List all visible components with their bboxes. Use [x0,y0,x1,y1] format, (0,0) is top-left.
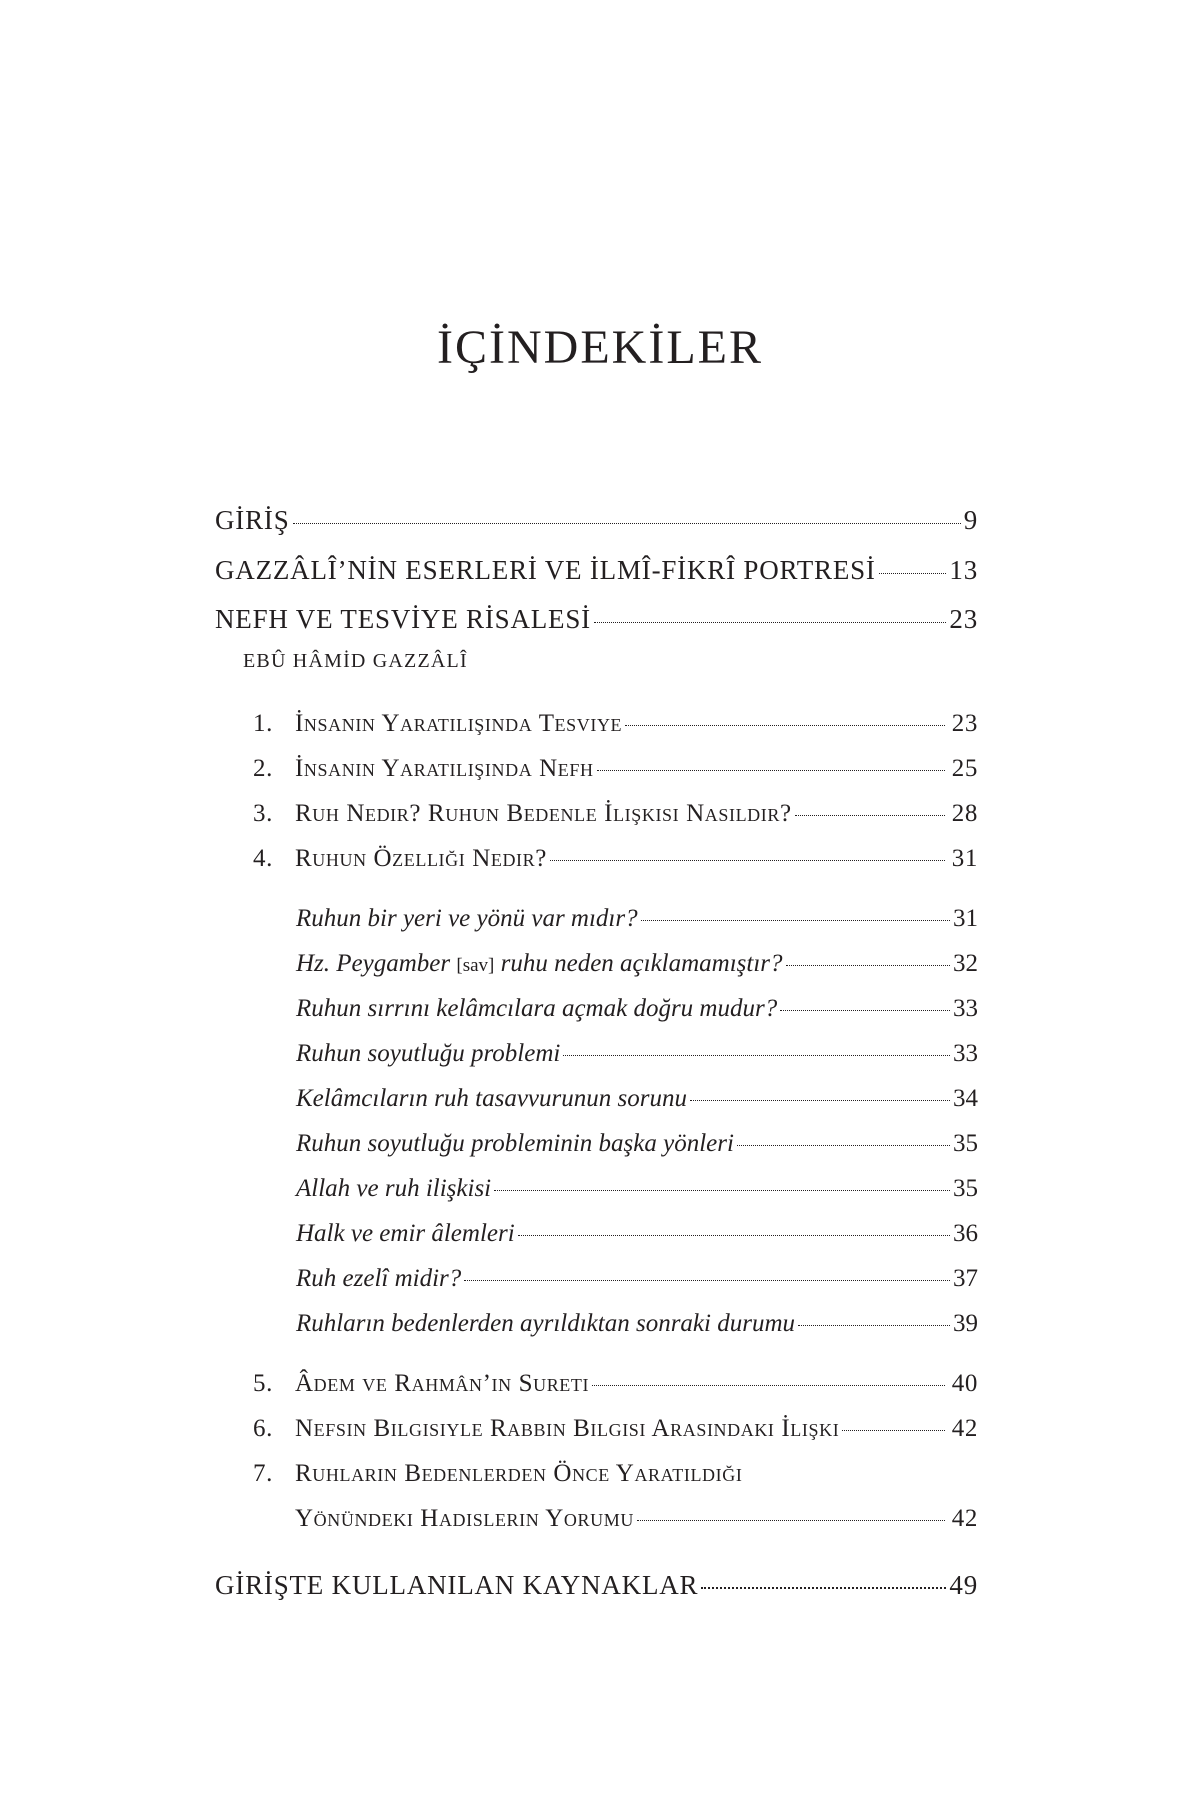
chapter-label: Ruhların Bedenlerden Önce Yaratıldığı [295,1460,743,1487]
dot-leader [737,1145,950,1146]
subsection-page: 34 [953,1085,978,1112]
chapter-page: 23 [951,710,978,737]
subsection-label: Ruh ezelî midir? [296,1265,462,1292]
dot-leader [701,1587,946,1589]
toc-entry-giris[interactable] [215,505,978,536]
subsection-label: Ruhun bir yeri ve yönü var mıdır? [296,905,638,932]
dot-leader [518,1235,950,1236]
toc-chapter-1[interactable] [253,710,978,738]
dot-leader [597,770,945,771]
chapter-number: 2. [253,755,273,782]
chapter-number: 3. [253,800,273,827]
dot-leader [550,860,945,861]
chapter-label: Âdem ve Rahmân’ın Sureti [295,1370,590,1397]
subsection-label-post: ruhu neden açıklamamıştır? [500,950,783,977]
subsection-label: Allah ve ruh ilişkisi [296,1175,492,1202]
toc-subsection[interactable] [296,1130,978,1158]
dot-leader [798,1325,950,1326]
chapter-page: 25 [951,755,978,782]
dot-leader [780,1010,950,1011]
toc-subsection[interactable] [296,1040,978,1068]
toc-subsection[interactable] [296,1175,978,1203]
chapter-page: 40 [951,1370,978,1397]
chapter-page: 42 [951,1505,978,1532]
subsection-label: Ruhun sırrını kelâmcılara açmak doğru mudur? [296,995,778,1022]
subsection-page: 33 [953,1040,978,1067]
dot-leader [494,1190,950,1191]
toc-entry-page: 23 [949,604,978,634]
toc-chapter-2[interactable] [253,755,978,783]
chapter-label: Ruhun Özelliği Nedir? [295,845,547,872]
toc-subsection[interactable] [296,1085,978,1113]
subsection-label: Halk ve emir âlemleri [296,1220,515,1247]
subsection-page: 32 [953,950,978,977]
subsection-label: Ruhun soyutluğu problemi [296,1040,561,1067]
subsection-label [296,950,783,978]
toc-chapter-3[interactable] [253,800,978,828]
dot-leader [592,1385,945,1386]
subsection-label-pre: Hz. Peygamber [296,950,451,977]
dot-leader [563,1055,950,1056]
toc-entry-label: NEFH VE TESVİYE RİSALESİ [215,604,591,634]
page-title: İÇİNDEKİLER [437,321,763,374]
subsection-label: Ruhun soyutluğu probleminin başka yönleri [296,1130,734,1157]
chapter-page: 28 [951,800,978,827]
chapter-label-continued: Yönündeki Hadislerin Yorumu [295,1505,634,1532]
dot-leader [594,622,946,623]
dot-leader [641,920,950,921]
toc-subsection[interactable] [296,1220,978,1248]
toc-entry-page: 49 [949,1570,978,1600]
toc-chapter-6[interactable] [253,1415,978,1443]
dot-leader [464,1280,950,1281]
toc-entry-page: 9 [963,505,978,535]
sav-tag: [sav] [456,955,495,976]
chapter-number: 5. [253,1370,273,1397]
toc-chapter-7[interactable] [253,1460,978,1488]
toc-subsection[interactable] [296,950,978,978]
dot-leader [842,1430,944,1431]
toc-subsection[interactable] [296,995,978,1023]
dot-leader [690,1100,950,1101]
chapter-number: 6. [253,1415,273,1442]
toc-subsection[interactable] [296,905,978,933]
toc-chapter-7-continued[interactable] [295,1505,978,1533]
toc-subsection[interactable] [296,1265,978,1293]
subsection-page: 35 [953,1175,978,1202]
subsection-page: 31 [953,905,978,932]
dot-leader [795,815,945,816]
author-name: EBÛ HÂMİD GAZZÂLÎ [243,650,468,672]
dot-leader [637,1520,945,1521]
subsection-label: Ruhların bedenlerden ayrıldıktan sonraki durumu [296,1310,796,1337]
subsection-page: 39 [953,1310,978,1337]
subsection-page: 35 [953,1130,978,1157]
chapter-number: 4. [253,845,273,872]
toc-entry-label: GAZZÂLÎ’NİN ESERLERİ VE İLMÎ-FİKRÎ PORTRESİ [215,555,876,585]
toc-chapter-4[interactable] [253,845,978,873]
toc-chapter-5[interactable] [253,1370,978,1398]
subsection-page: 36 [953,1220,978,1247]
subsection-page: 33 [953,995,978,1022]
chapter-number: 7. [253,1460,273,1487]
toc-entry-kaynaklar[interactable] [215,1570,978,1601]
toc-entry-label: GİRİŞ [215,505,290,535]
subsection-page: 37 [953,1265,978,1292]
chapter-number: 1. [253,710,273,737]
toc-subsection[interactable] [296,1310,978,1338]
dot-leader [879,573,947,574]
chapter-page: 42 [951,1415,978,1442]
chapter-label: İnsanın Yaratılışında Nefh [295,755,594,782]
chapter-page: 31 [951,845,978,872]
dot-leader [625,725,945,726]
subsection-label: Kelâmcıların ruh tasavvurunun sorunu [296,1085,687,1112]
chapter-label: Nefsin Bilgisiyle Rabbin Bilgisi Arasındaki İlişki [295,1415,840,1442]
toc-entry-label: GİRİŞTE KULLANILAN KAYNAKLAR [215,1570,699,1600]
dot-leader [786,965,950,966]
toc-entry-nefh[interactable] [215,604,978,635]
toc-entry-eserler[interactable] [215,555,978,586]
chapter-label: Ruh Nedir? Ruhun Bedenle İlişkisi Nasıldır? [295,800,792,827]
chapter-label: İnsanın Yaratılışında Tesviye [295,710,623,737]
dot-leader [293,523,961,524]
toc-entry-page: 13 [949,555,978,585]
